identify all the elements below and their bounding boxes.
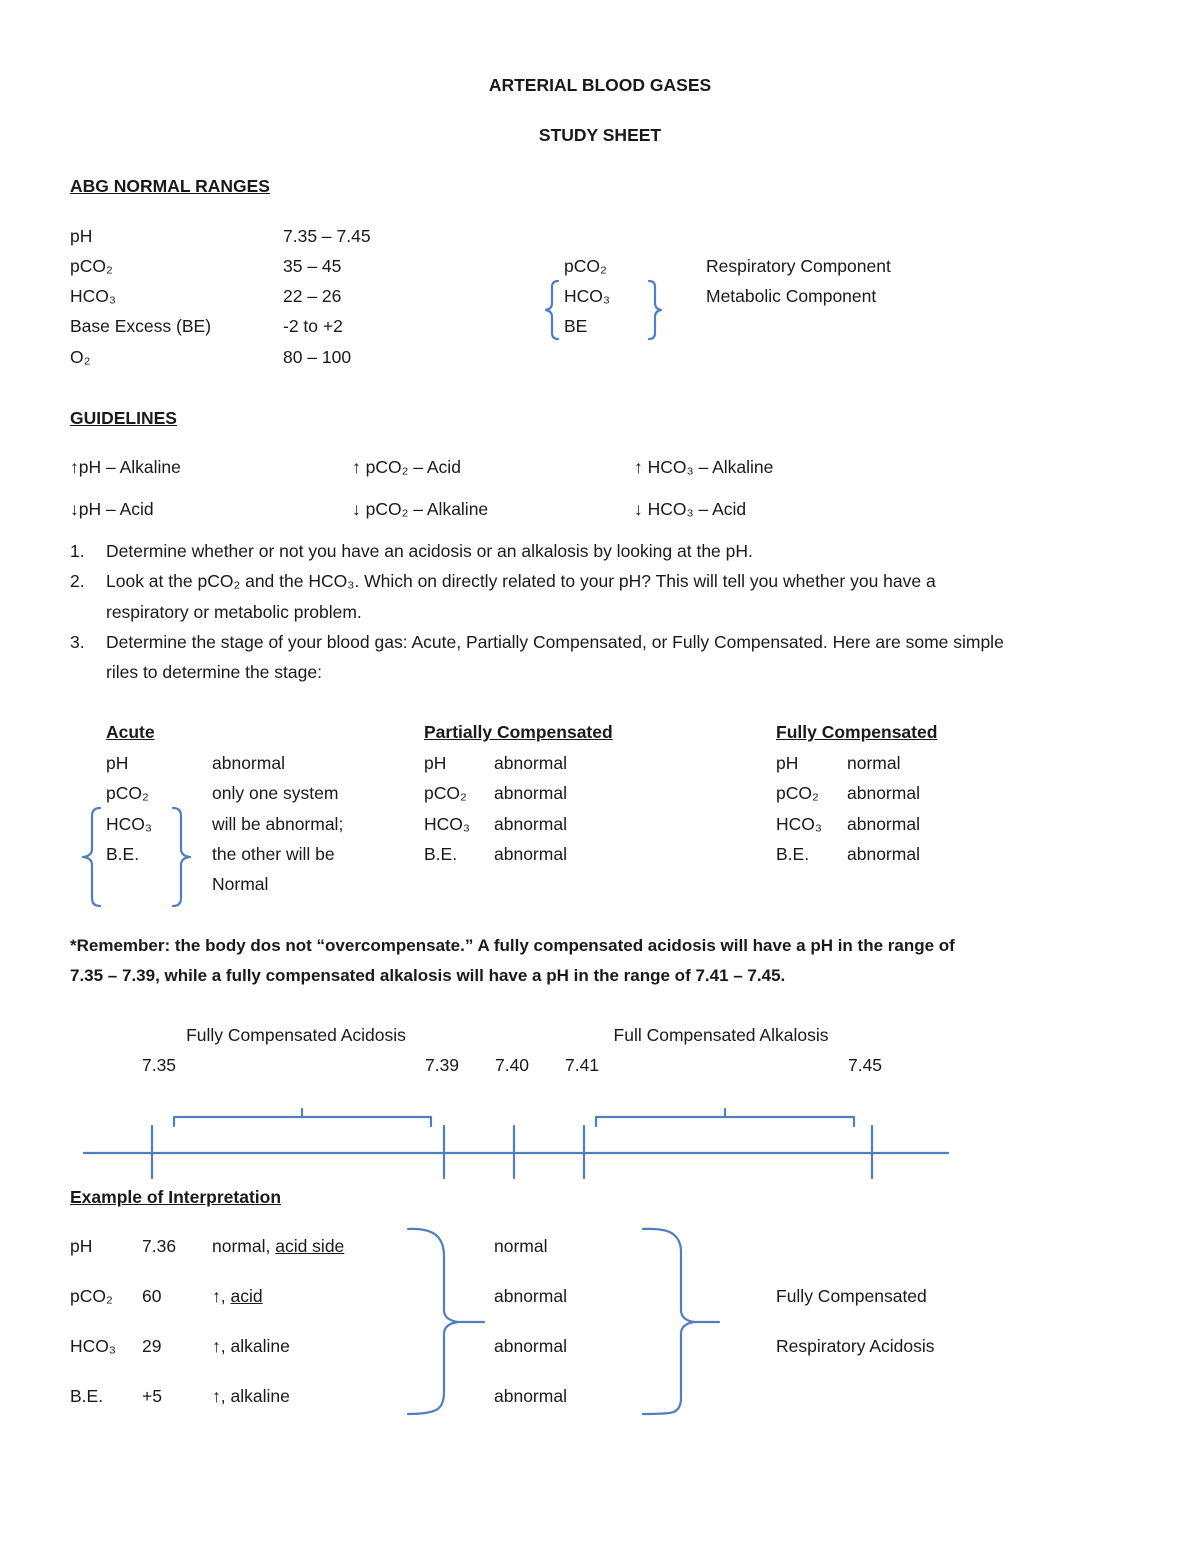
remember-note-continued: 7.35 – 7.39, while a fully compensated alkalosis will have a pH in the range of 7.41 – 7.45. — [70, 966, 786, 985]
partial-heading: Partially Compensated — [424, 722, 613, 742]
metabolic-component-label: Metabolic Component — [706, 286, 877, 306]
partial-value: abnormal — [494, 783, 567, 803]
example-status: abnormal — [494, 1286, 567, 1306]
guideline-rule: ↑pH – Alkaline — [70, 457, 181, 477]
partial-value: abnormal — [494, 814, 567, 834]
conclusion-diagnosis: Respiratory Acidosis — [776, 1336, 935, 1356]
step-number: 3. — [70, 632, 85, 652]
acute-heading: Acute — [106, 722, 155, 742]
range-name: pCO₂ — [70, 256, 113, 276]
respiratory-component-label: Respiratory Component — [706, 256, 891, 276]
full-label: B.E. — [776, 844, 810, 864]
full-label: pCO₂ — [776, 783, 819, 803]
full-value: normal — [847, 753, 901, 773]
guideline-rule: ↓ pCO₂ – Alkaline — [352, 499, 489, 519]
guideline-rule: ↓ HCO₃ – Acid — [634, 499, 747, 519]
guideline-rule: ↑ pCO₂ – Acid — [352, 457, 461, 477]
example-param: HCO₃ — [70, 1336, 117, 1356]
step-text-continued: respiratory or metabolic problem. — [106, 602, 362, 622]
normal-ranges-heading: ABG NORMAL RANGES — [70, 176, 270, 196]
full-label: HCO₃ — [776, 814, 823, 834]
acute-right-brace — [173, 808, 190, 906]
acute-value: will be abnormal; — [212, 814, 344, 834]
acute-label: pCO₂ — [106, 783, 149, 803]
acute-value: the other will be — [212, 844, 335, 864]
step-text: Determine whether or not you have an acidosis or an alkalosis by looking at the pH. — [106, 541, 753, 561]
partial-value: abnormal — [494, 753, 567, 773]
component-be: BE — [564, 316, 588, 336]
full-value: abnormal — [847, 814, 920, 834]
remember-note: *Remember: the body dos not “overcompensate.” A fully compensated acidosis will have a pH in the range of — [70, 936, 955, 955]
scale-tick-label: 7.41 — [564, 1055, 600, 1075]
scale-tick-label: 7.45 — [847, 1055, 883, 1075]
step-text: Determine the stage of your blood gas: Acute, Partially Compensated, or Fully Compensated. Here are some simple — [106, 632, 1004, 652]
example-first-brace — [408, 1229, 484, 1414]
partial-label: pH — [424, 753, 447, 773]
acute-left-brace — [83, 808, 100, 906]
scale-tick-label: 7.40 — [494, 1055, 530, 1075]
example-heading: Example of Interpretation — [70, 1187, 282, 1207]
scale-tick-label: 7.35 — [141, 1055, 177, 1075]
range-value: 22 – 26 — [283, 286, 342, 306]
example-status: abnormal — [494, 1386, 567, 1406]
acute-label: B.E. — [106, 844, 140, 864]
range-name: Base Excess (BE) — [70, 316, 212, 336]
page-title: ARTERIAL BLOOD GASES — [488, 75, 712, 95]
partial-label: HCO₃ — [424, 814, 471, 834]
acute-label: pH — [106, 753, 129, 773]
step-number: 2. — [70, 571, 85, 591]
scale-tick-label: 7.39 — [424, 1055, 460, 1075]
example-interpretation: ↑, alkaline — [212, 1386, 290, 1406]
step-number: 1. — [70, 541, 85, 561]
full-label: pH — [776, 753, 799, 773]
range-name: pH — [70, 226, 93, 246]
example-value: +5 — [142, 1386, 162, 1406]
range-value: 35 – 45 — [283, 256, 342, 276]
range-value: -2 to +2 — [283, 316, 343, 336]
guideline-rule: ↑ HCO₃ – Alkaline — [634, 457, 774, 477]
alkalosis-range-bracket — [596, 1109, 854, 1126]
step-text-continued: riles to determine the stage: — [106, 662, 322, 682]
example-param: pH — [70, 1236, 93, 1256]
example-status: normal — [494, 1236, 548, 1256]
guidelines-heading: GUIDELINES — [70, 408, 177, 428]
acidosis-range-bracket — [174, 1109, 431, 1126]
example-status: abnormal — [494, 1336, 567, 1356]
page-subtitle: STUDY SHEET — [538, 125, 662, 145]
example-value: 7.36 — [142, 1236, 177, 1256]
range-value: 80 – 100 — [283, 347, 352, 367]
component-right-brace — [649, 281, 661, 339]
guideline-rule: ↓pH – Acid — [70, 499, 154, 519]
acute-value: Normal — [212, 874, 269, 894]
full-value: abnormal — [847, 783, 920, 803]
partial-label: B.E. — [424, 844, 458, 864]
full-value: abnormal — [847, 844, 920, 864]
alkalosis-range-label: Full Compensated Alkalosis — [613, 1025, 829, 1045]
acute-label: HCO₃ — [106, 814, 153, 834]
partial-value: abnormal — [494, 844, 567, 864]
example-param: pCO₂ — [70, 1286, 113, 1306]
acidosis-range-label: Fully Compensated Acidosis — [186, 1025, 406, 1045]
component-left-brace — [546, 281, 558, 339]
example-value: 29 — [142, 1336, 162, 1356]
example-interpretation: normal, acid side — [212, 1236, 345, 1256]
example-interpretation: ↑, alkaline — [212, 1336, 290, 1356]
partial-label: pCO₂ — [424, 783, 467, 803]
example-param: B.E. — [70, 1386, 104, 1406]
acute-value: only one system — [212, 783, 339, 803]
conclusion-stage: Fully Compensated — [776, 1286, 927, 1306]
example-second-brace — [643, 1229, 719, 1414]
component-hco3: HCO₃ — [564, 286, 611, 306]
example-value: 60 — [142, 1286, 162, 1306]
full-heading: Fully Compensated — [776, 722, 938, 742]
component-pco2: pCO₂ — [564, 256, 607, 276]
step-text: Look at the pCO₂ and the HCO₃. Which on directly related to your pH? This will tell you whether you have a — [106, 571, 936, 591]
range-name: HCO₃ — [70, 286, 117, 306]
acute-value: abnormal — [212, 753, 285, 773]
range-name: O₂ — [70, 347, 91, 367]
range-value: 7.35 – 7.45 — [283, 226, 371, 246]
example-interpretation: ↑, acid — [212, 1286, 263, 1306]
